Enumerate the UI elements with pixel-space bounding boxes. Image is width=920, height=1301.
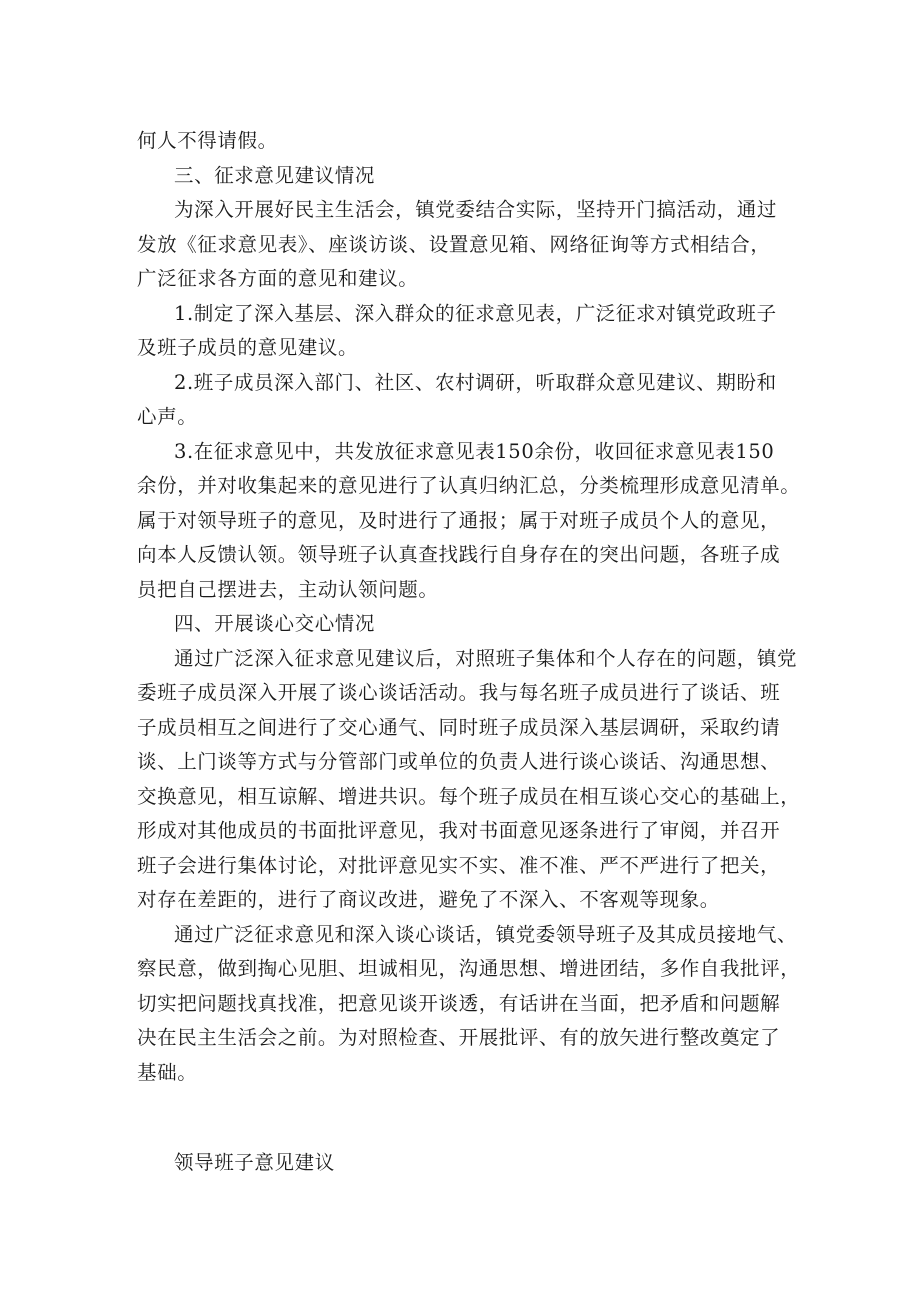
text-line: 员把自己摆进去，主动认领问题。	[137, 577, 439, 601]
text-line: 基础。	[137, 1060, 198, 1084]
text-line: 子成员相互之间进行了交心通气、同时班子成员深入基层调研，采取约请	[137, 715, 781, 739]
section-heading-leadership-suggestions: 领导班子意见建议	[174, 1151, 335, 1174]
text-line: 形成对其他成员的书面批评意见，我对书面意见逐条进行了审阅，并召开	[137, 819, 781, 842]
text-line: 及班子成员的意见建议。	[137, 336, 359, 359]
document-body	[137, 124, 801, 1090]
text-line: 为深入开展好民主生活会，镇党委结合实际，坚持开门搞活动，通过	[174, 198, 778, 221]
text-line: 1.制定了深入基层、深入群众的征求意见表，广泛征求对镇党政班子	[174, 301, 777, 325]
text-line: 对存在差距的，进行了商议改进，避免了不深入、不客观等现象。	[137, 888, 720, 911]
section-gap	[137, 1090, 797, 1146]
text-line: 决在民主生活会之前。为对照检查、开展批评、有的放矢进行整改奠定了	[137, 1026, 781, 1049]
document-page	[137, 124, 801, 1181]
text-line: 何人不得请假。	[137, 129, 278, 152]
text-line: 发放《征求意见表》、座谈访谈、设置意见箱、网络征询等方式相结合，	[137, 232, 771, 256]
text-line: 2.班子成员深入部门、社区、农村调研，听取群众意见建议、期盼和	[174, 370, 777, 394]
text-line: 委班子成员深入开展了谈心谈话活动。我与每名班子成员进行了谈话、班	[137, 681, 781, 704]
text-line: 属于对领导班子的意见，及时进行了通报；属于对班子成员个人的意见，	[137, 508, 781, 532]
text-line: 察民意，做到掏心见胆、坦诚相见，沟通思想、增进团结，多作自我批评，	[137, 957, 801, 980]
text-line: 广泛征求各方面的意见和建议。	[137, 267, 419, 290]
text-line: 3.在征求意见中，共发放征求意见表150余份，收回征求意见表150	[174, 439, 775, 463]
text-line: 心声。	[137, 405, 198, 428]
text-line: 谈、上门谈等方式与分管部门或单位的负责人进行谈心谈话、沟通思想、	[137, 750, 781, 773]
text-line: 三、征求意见建议情况	[174, 163, 376, 187]
text-line: 余份，并对收集起来的意见进行了认真归纳汇总，分类梳理形成意见清单。	[137, 474, 801, 497]
text-line: 班子会进行集体讨论，对批评意见实不实、准不准、严不严进行了把关，	[137, 853, 781, 877]
text-line: 切实把问题找真找准，把意见谈开谈透，有话讲在当面，把矛盾和问题解	[137, 991, 781, 1015]
text-line: 四、开展谈心交心情况	[174, 612, 376, 635]
text-line: 通过广泛征求意见和深入谈心谈话，镇党委领导班子及其成员接地气、	[174, 922, 798, 946]
text-line: 交换意见，相互谅解、增进共识。每个班子成员在相互谈心交心的基础上，	[137, 784, 801, 808]
text-line: 通过广泛深入征求意见建议后，对照班子集体和个人存在的问题，镇党	[174, 646, 798, 670]
text-line: 向本人反馈认领。领导班子认真查找践行自身存在的突出问题，各班子成	[137, 543, 781, 566]
